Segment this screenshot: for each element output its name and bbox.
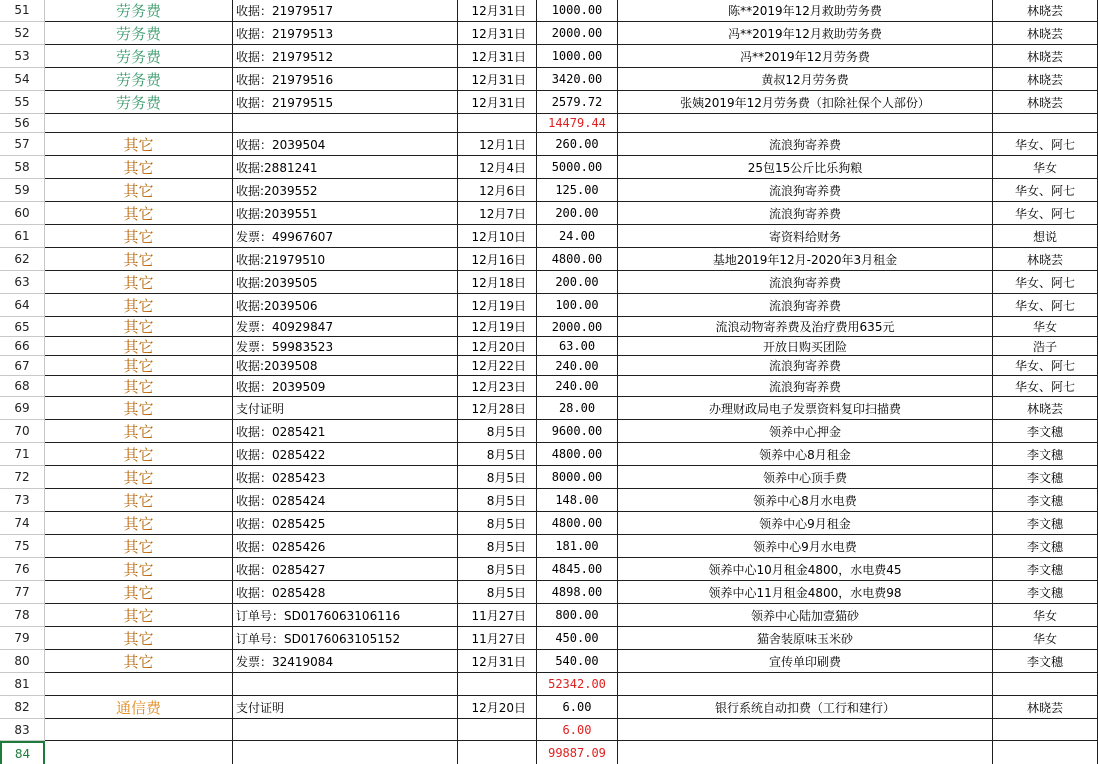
cell-category[interactable] bbox=[45, 673, 233, 696]
cell-amount[interactable]: 2000.00 bbox=[537, 317, 618, 337]
cell-category[interactable]: 劳务费 bbox=[45, 0, 233, 22]
table-row bbox=[0, 271, 1098, 294]
cell-amount[interactable]: 4800.00 bbox=[537, 443, 618, 466]
cell-amount[interactable]: 4800.00 bbox=[537, 512, 618, 535]
row-header[interactable]: 57 bbox=[0, 133, 45, 156]
cell-desc[interactable]: 领养中心10月租金4800，水电费45 bbox=[618, 558, 993, 581]
cell-person[interactable]: 华女 bbox=[993, 604, 1098, 627]
row-header[interactable]: 80 bbox=[0, 650, 45, 673]
cell-person[interactable]: 李文穗 bbox=[993, 581, 1098, 604]
cell-doc[interactable]: 收据：21979515 bbox=[233, 91, 458, 114]
table-row bbox=[0, 0, 1098, 22]
cell-category[interactable]: 其它 bbox=[45, 604, 233, 627]
row-header[interactable]: 77 bbox=[0, 581, 45, 604]
cell-person[interactable]: 林晓芸 bbox=[993, 22, 1098, 45]
table-row bbox=[0, 202, 1098, 225]
cell-doc[interactable]: 发票：49967607 bbox=[233, 225, 458, 248]
cell-date[interactable]: 12月31日 bbox=[458, 0, 537, 22]
cell-doc[interactable]: 支付证明 bbox=[233, 696, 458, 719]
cell-desc[interactable]: 领养中心8月租金 bbox=[618, 443, 993, 466]
cell-amount[interactable]: 200.00 bbox=[537, 271, 618, 294]
cell-date[interactable]: 12月20日 bbox=[458, 337, 537, 356]
row-header[interactable]: 64 bbox=[0, 294, 45, 317]
row-header[interactable]: 82 bbox=[0, 696, 45, 719]
cell-desc[interactable]: 领养中心11月租金4800，水电费98 bbox=[618, 581, 993, 604]
row-header[interactable]: 54 bbox=[0, 68, 45, 91]
cell-person[interactable]: 李文穗 bbox=[993, 535, 1098, 558]
table-row bbox=[0, 45, 1098, 68]
cell-category[interactable] bbox=[45, 114, 233, 133]
row-header[interactable]: 61 bbox=[0, 225, 45, 248]
cell-desc[interactable]: 领养中心顶手费 bbox=[618, 466, 993, 489]
cell-amount[interactable]: 24.00 bbox=[537, 225, 618, 248]
cell-date[interactable]: 12月6日 bbox=[458, 179, 537, 202]
cell-amount[interactable]: 4800.00 bbox=[537, 248, 618, 271]
cell-desc[interactable]: 宣传单印刷费 bbox=[618, 650, 993, 673]
cell-desc[interactable]: 流浪狗寄养费 bbox=[618, 271, 993, 294]
cell-amount[interactable]: 450.00 bbox=[537, 627, 618, 650]
table-row bbox=[0, 317, 1098, 337]
cell-doc[interactable]: 收据:2881241 bbox=[233, 156, 458, 179]
cell-category[interactable]: 其它 bbox=[45, 466, 233, 489]
row-header[interactable]: 68 bbox=[0, 376, 45, 397]
cell-amount[interactable]: 181.00 bbox=[537, 535, 618, 558]
cell-category[interactable]: 其它 bbox=[45, 627, 233, 650]
cell-category[interactable]: 其它 bbox=[45, 558, 233, 581]
cell-person[interactable]: 李文穗 bbox=[993, 466, 1098, 489]
table-row bbox=[0, 156, 1098, 179]
row-header[interactable]: 56 bbox=[0, 114, 45, 133]
cell-person[interactable]: 林晓芸 bbox=[993, 45, 1098, 68]
cell-amount[interactable]: 800.00 bbox=[537, 604, 618, 627]
cell-person[interactable]: 李文穗 bbox=[993, 558, 1098, 581]
cell-doc[interactable]: 收据：2039509 bbox=[233, 376, 458, 397]
cell-person[interactable]: 林晓芸 bbox=[993, 0, 1098, 22]
cell-desc[interactable]: 黄叔12月劳务费 bbox=[618, 68, 993, 91]
cell-date[interactable]: 8月5日 bbox=[458, 512, 537, 535]
cell-person[interactable]: 华女 bbox=[993, 317, 1098, 337]
table-row bbox=[0, 719, 1098, 741]
cell-doc[interactable]: 收据：21979517 bbox=[233, 0, 458, 22]
cell-category[interactable]: 其它 bbox=[45, 133, 233, 156]
cell-category[interactable]: 其它 bbox=[45, 337, 233, 356]
table-row bbox=[0, 179, 1098, 202]
table-row bbox=[0, 294, 1098, 317]
table-row bbox=[0, 673, 1098, 696]
cell-category[interactable]: 其它 bbox=[45, 225, 233, 248]
table-row bbox=[0, 420, 1098, 443]
cell-desc[interactable]: 领养中心9月租金 bbox=[618, 512, 993, 535]
cell-date[interactable]: 12月18日 bbox=[458, 271, 537, 294]
cell-category[interactable]: 其它 bbox=[45, 248, 233, 271]
row-header[interactable]: 72 bbox=[0, 466, 45, 489]
table-row bbox=[0, 604, 1098, 627]
cell-doc[interactable] bbox=[233, 114, 458, 133]
cell-category[interactable]: 劳务费 bbox=[45, 45, 233, 68]
cell-category[interactable]: 其它 bbox=[45, 376, 233, 397]
table-row bbox=[0, 397, 1098, 420]
cell-person[interactable] bbox=[993, 741, 1098, 764]
cell-doc[interactable]: 收据：0285424 bbox=[233, 489, 458, 512]
cell-date[interactable]: 8月5日 bbox=[458, 420, 537, 443]
table-row bbox=[0, 337, 1098, 356]
row-header[interactable]: 74 bbox=[0, 512, 45, 535]
cell-amount[interactable]: 540.00 bbox=[537, 650, 618, 673]
row-header[interactable]: 73 bbox=[0, 489, 45, 512]
cell-amount[interactable]: 4898.00 bbox=[537, 581, 618, 604]
cell-amount[interactable]: 2579.72 bbox=[537, 91, 618, 114]
cell-date[interactable]: 12月7日 bbox=[458, 202, 537, 225]
cell-date[interactable]: 12月19日 bbox=[458, 317, 537, 337]
cell-doc[interactable]: 订单号：SD0176063106116 bbox=[233, 604, 458, 627]
cell-doc[interactable]: 收据：21979512 bbox=[233, 45, 458, 68]
cell-category[interactable]: 通信费 bbox=[45, 696, 233, 719]
table-row bbox=[0, 581, 1098, 604]
cell-date[interactable]: 12月31日 bbox=[458, 22, 537, 45]
table-row bbox=[0, 650, 1098, 673]
cell-date[interactable]: 8月5日 bbox=[458, 535, 537, 558]
cell-doc[interactable]: 收据：0285427 bbox=[233, 558, 458, 581]
cell-desc[interactable] bbox=[618, 673, 993, 696]
table-row bbox=[0, 248, 1098, 271]
table-row bbox=[0, 741, 1098, 764]
row-header[interactable]: 83 bbox=[0, 719, 45, 741]
cell-person[interactable]: 李文穗 bbox=[993, 420, 1098, 443]
cell-person[interactable]: 林晓芸 bbox=[993, 696, 1098, 719]
cell-doc[interactable]: 支付证明 bbox=[233, 397, 458, 420]
row-header[interactable]: 79 bbox=[0, 627, 45, 650]
cell-person[interactable]: 林晓芸 bbox=[993, 248, 1098, 271]
cell-doc[interactable]: 收据：2039504 bbox=[233, 133, 458, 156]
cell-amount[interactable]: 8000.00 bbox=[537, 466, 618, 489]
cell-date[interactable] bbox=[458, 114, 537, 133]
cell-desc[interactable]: 开放日购买团险 bbox=[618, 337, 993, 356]
cell-desc[interactable]: 领养中心9月水电费 bbox=[618, 535, 993, 558]
row-header[interactable]: 65 bbox=[0, 317, 45, 337]
cell-desc[interactable]: 张姨2019年12月劳务费（扣除社保个人部份） bbox=[618, 91, 993, 114]
cell-date[interactable]: 12月16日 bbox=[458, 248, 537, 271]
cell-date[interactable]: 12月4日 bbox=[458, 156, 537, 179]
cell-person[interactable] bbox=[993, 114, 1098, 133]
cell-person[interactable] bbox=[993, 719, 1098, 741]
table-row bbox=[0, 466, 1098, 489]
cell-doc[interactable] bbox=[233, 673, 458, 696]
cell-amount[interactable]: 63.00 bbox=[537, 337, 618, 356]
row-header[interactable]: 60 bbox=[0, 202, 45, 225]
cell-desc[interactable]: 流浪狗寄养费 bbox=[618, 376, 993, 397]
cell-desc[interactable] bbox=[618, 719, 993, 741]
row-header[interactable]: 51 bbox=[0, 0, 45, 22]
cell-doc[interactable]: 订单号：SD0176063105152 bbox=[233, 627, 458, 650]
cell-person[interactable] bbox=[993, 673, 1098, 696]
cell-category[interactable]: 其它 bbox=[45, 271, 233, 294]
cell-person[interactable]: 华女、阿七 bbox=[993, 179, 1098, 202]
row-header[interactable]: 81 bbox=[0, 673, 45, 696]
row-header[interactable]: 59 bbox=[0, 179, 45, 202]
cell-person[interactable]: 华女、阿七 bbox=[993, 202, 1098, 225]
cell-category[interactable]: 劳务费 bbox=[45, 68, 233, 91]
cell-amount[interactable]: 240.00 bbox=[537, 356, 618, 376]
table-row bbox=[0, 91, 1098, 114]
cell-date[interactable]: 8月5日 bbox=[458, 466, 537, 489]
cell-doc[interactable]: 收据:21979510 bbox=[233, 248, 458, 271]
cell-person[interactable]: 李文穗 bbox=[993, 650, 1098, 673]
cell-person[interactable]: 华女、阿七 bbox=[993, 356, 1098, 376]
cell-amount[interactable]: 4845.00 bbox=[537, 558, 618, 581]
row-header[interactable]: 69 bbox=[0, 397, 45, 420]
cell-person[interactable]: 林晓芸 bbox=[993, 68, 1098, 91]
table-row bbox=[0, 696, 1098, 719]
cell-amount[interactable]: 1000.00 bbox=[537, 0, 618, 22]
row-header[interactable]: 71 bbox=[0, 443, 45, 466]
cell-category[interactable]: 其它 bbox=[45, 356, 233, 376]
cell-category[interactable]: 其它 bbox=[45, 294, 233, 317]
cell-amount[interactable]: 148.00 bbox=[537, 489, 618, 512]
cell-amount[interactable]: 6.00 bbox=[537, 719, 618, 741]
cell-date[interactable]: 12月23日 bbox=[458, 376, 537, 397]
cell-person[interactable]: 华女、阿七 bbox=[993, 271, 1098, 294]
cell-desc[interactable]: 冯**2019年12月救助劳务费 bbox=[618, 22, 993, 45]
cell-doc[interactable]: 收据:2039551 bbox=[233, 202, 458, 225]
cell-desc[interactable]: 办理财政局电子发票资料复印扫描费 bbox=[618, 397, 993, 420]
table-row bbox=[0, 68, 1098, 91]
cell-date[interactable]: 12月1日 bbox=[458, 133, 537, 156]
cell-desc[interactable] bbox=[618, 114, 993, 133]
cell-doc[interactable]: 收据：0285428 bbox=[233, 581, 458, 604]
cell-amount[interactable]: 52342.00 bbox=[537, 673, 618, 696]
cell-doc[interactable] bbox=[233, 719, 458, 741]
cell-category[interactable] bbox=[45, 719, 233, 741]
cell-date[interactable] bbox=[458, 741, 537, 764]
table-row bbox=[0, 22, 1098, 45]
cell-doc[interactable]: 收据：0285423 bbox=[233, 466, 458, 489]
table-row bbox=[0, 512, 1098, 535]
cell-desc[interactable]: 领养中心押金 bbox=[618, 420, 993, 443]
cell-category[interactable]: 其它 bbox=[45, 202, 233, 225]
row-header[interactable]: 70 bbox=[0, 420, 45, 443]
cell-desc[interactable]: 领养中心陆加壹猫砂 bbox=[618, 604, 993, 627]
cell-category[interactable] bbox=[45, 741, 233, 764]
cell-date[interactable]: 8月5日 bbox=[458, 489, 537, 512]
cell-desc[interactable] bbox=[618, 741, 993, 764]
table-row bbox=[0, 114, 1098, 133]
cell-desc[interactable]: 流浪狗寄养费 bbox=[618, 202, 993, 225]
cell-date[interactable]: 12月31日 bbox=[458, 650, 537, 673]
cell-desc[interactable]: 流浪狗寄养费 bbox=[618, 294, 993, 317]
cell-date[interactable]: 12月22日 bbox=[458, 356, 537, 376]
cell-date[interactable]: 12月28日 bbox=[458, 397, 537, 420]
cell-amount[interactable]: 240.00 bbox=[537, 376, 618, 397]
cell-category[interactable]: 其它 bbox=[45, 156, 233, 179]
cell-person[interactable]: 浩子 bbox=[993, 337, 1098, 356]
cell-category[interactable]: 其它 bbox=[45, 581, 233, 604]
cell-desc[interactable]: 猫舍装原味玉米砂 bbox=[618, 627, 993, 650]
row-header[interactable]: 84 bbox=[0, 741, 45, 764]
table-row bbox=[0, 535, 1098, 558]
table-row bbox=[0, 225, 1098, 248]
cell-date[interactable]: 12月31日 bbox=[458, 45, 537, 68]
row-header[interactable]: 53 bbox=[0, 45, 45, 68]
cell-desc[interactable]: 基地2019年12月-2020年3月租金 bbox=[618, 248, 993, 271]
cell-amount[interactable]: 260.00 bbox=[537, 133, 618, 156]
cell-date[interactable]: 11月27日 bbox=[458, 604, 537, 627]
cell-doc[interactable]: 收据：0285421 bbox=[233, 420, 458, 443]
cell-amount[interactable]: 9600.00 bbox=[537, 420, 618, 443]
cell-date[interactable] bbox=[458, 673, 537, 696]
cell-date[interactable]: 12月31日 bbox=[458, 91, 537, 114]
cell-amount[interactable]: 3420.00 bbox=[537, 68, 618, 91]
cell-person[interactable]: 李文穗 bbox=[993, 443, 1098, 466]
cell-date[interactable]: 8月5日 bbox=[458, 443, 537, 466]
cell-desc[interactable]: 领养中心8月水电费 bbox=[618, 489, 993, 512]
table-row bbox=[0, 356, 1098, 376]
cell-person[interactable]: 李文穗 bbox=[993, 512, 1098, 535]
cell-desc[interactable]: 流浪动物寄养费及治疗费用635元 bbox=[618, 317, 993, 337]
cell-doc[interactable]: 收据：0285425 bbox=[233, 512, 458, 535]
cell-doc[interactable] bbox=[233, 741, 458, 764]
cell-amount[interactable]: 125.00 bbox=[537, 179, 618, 202]
cell-amount[interactable]: 28.00 bbox=[537, 397, 618, 420]
cell-category[interactable]: 其它 bbox=[45, 317, 233, 337]
cell-category[interactable]: 其它 bbox=[45, 397, 233, 420]
cell-person[interactable]: 华女 bbox=[993, 627, 1098, 650]
row-header[interactable]: 78 bbox=[0, 604, 45, 627]
row-header[interactable]: 67 bbox=[0, 356, 45, 376]
cell-date[interactable]: 8月5日 bbox=[458, 581, 537, 604]
cell-desc[interactable]: 寄资料给财务 bbox=[618, 225, 993, 248]
table-row bbox=[0, 489, 1098, 512]
cell-category[interactable]: 其它 bbox=[45, 650, 233, 673]
cell-date[interactable]: 8月5日 bbox=[458, 558, 537, 581]
cell-amount[interactable]: 100.00 bbox=[537, 294, 618, 317]
cell-doc[interactable]: 收据：0285422 bbox=[233, 443, 458, 466]
cell-doc[interactable]: 收据:2039505 bbox=[233, 271, 458, 294]
cell-person[interactable]: 华女、阿七 bbox=[993, 376, 1098, 397]
cell-doc[interactable]: 收据:2039552 bbox=[233, 179, 458, 202]
cell-person[interactable]: 林晓芸 bbox=[993, 397, 1098, 420]
table-row bbox=[0, 443, 1098, 466]
cell-doc[interactable]: 发票：32419084 bbox=[233, 650, 458, 673]
cell-person[interactable]: 林晓芸 bbox=[993, 91, 1098, 114]
cell-desc[interactable]: 银行系统自动扣费（工行和建行） bbox=[618, 696, 993, 719]
cell-category[interactable]: 其它 bbox=[45, 512, 233, 535]
cell-doc[interactable]: 收据:2039506 bbox=[233, 294, 458, 317]
cell-date[interactable]: 12月31日 bbox=[458, 68, 537, 91]
cell-doc[interactable]: 发票：59983523 bbox=[233, 337, 458, 356]
row-header[interactable]: 76 bbox=[0, 558, 45, 581]
cell-doc[interactable]: 收据：21979516 bbox=[233, 68, 458, 91]
cell-category[interactable]: 劳务费 bbox=[45, 91, 233, 114]
cell-desc[interactable]: 陈**2019年12月救助劳务费 bbox=[618, 0, 993, 22]
cell-category[interactable]: 其它 bbox=[45, 535, 233, 558]
row-header[interactable]: 66 bbox=[0, 337, 45, 356]
cell-desc[interactable]: 冯**2019年12月劳务费 bbox=[618, 45, 993, 68]
cell-category[interactable]: 其它 bbox=[45, 443, 233, 466]
cell-category[interactable]: 其它 bbox=[45, 420, 233, 443]
cell-date[interactable] bbox=[458, 719, 537, 741]
cell-amount[interactable]: 5000.00 bbox=[537, 156, 618, 179]
cell-desc[interactable]: 流浪狗寄养费 bbox=[618, 356, 993, 376]
row-header[interactable]: 52 bbox=[0, 22, 45, 45]
cell-category[interactable]: 其它 bbox=[45, 489, 233, 512]
cell-date[interactable]: 12月19日 bbox=[458, 294, 537, 317]
cell-date[interactable]: 12月10日 bbox=[458, 225, 537, 248]
cell-amount[interactable]: 99887.09 bbox=[537, 741, 618, 764]
row-header[interactable]: 62 bbox=[0, 248, 45, 271]
table-row bbox=[0, 558, 1098, 581]
table-row bbox=[0, 376, 1098, 397]
cell-person[interactable]: 华女、阿七 bbox=[993, 133, 1098, 156]
cell-amount[interactable]: 14479.44 bbox=[537, 114, 618, 133]
row-header[interactable]: 58 bbox=[0, 156, 45, 179]
cell-category[interactable]: 其它 bbox=[45, 179, 233, 202]
cell-person[interactable]: 华女、阿七 bbox=[993, 294, 1098, 317]
cell-doc[interactable]: 收据:2039508 bbox=[233, 356, 458, 376]
row-header[interactable]: 63 bbox=[0, 271, 45, 294]
cell-category[interactable]: 劳务费 bbox=[45, 22, 233, 45]
cell-date[interactable]: 12月20日 bbox=[458, 696, 537, 719]
cell-doc[interactable]: 收据：21979513 bbox=[233, 22, 458, 45]
cell-amount[interactable]: 1000.00 bbox=[537, 45, 618, 68]
cell-amount[interactable]: 200.00 bbox=[537, 202, 618, 225]
table-row bbox=[0, 627, 1098, 650]
cell-desc[interactable]: 25包15公斤比乐狗粮 bbox=[618, 156, 993, 179]
table-row bbox=[0, 133, 1098, 156]
cell-desc[interactable]: 流浪狗寄养费 bbox=[618, 179, 993, 202]
cell-person[interactable]: 想说 bbox=[993, 225, 1098, 248]
cell-person[interactable]: 华女 bbox=[993, 156, 1098, 179]
cell-amount[interactable]: 2000.00 bbox=[537, 22, 618, 45]
cell-doc[interactable]: 收据：0285426 bbox=[233, 535, 458, 558]
row-header[interactable]: 55 bbox=[0, 91, 45, 114]
cell-doc[interactable]: 发票：40929847 bbox=[233, 317, 458, 337]
cell-date[interactable]: 11月27日 bbox=[458, 627, 537, 650]
row-header[interactable]: 75 bbox=[0, 535, 45, 558]
cell-person[interactable]: 李文穗 bbox=[993, 489, 1098, 512]
cell-amount[interactable]: 6.00 bbox=[537, 696, 618, 719]
cell-desc[interactable]: 流浪狗寄养费 bbox=[618, 133, 993, 156]
